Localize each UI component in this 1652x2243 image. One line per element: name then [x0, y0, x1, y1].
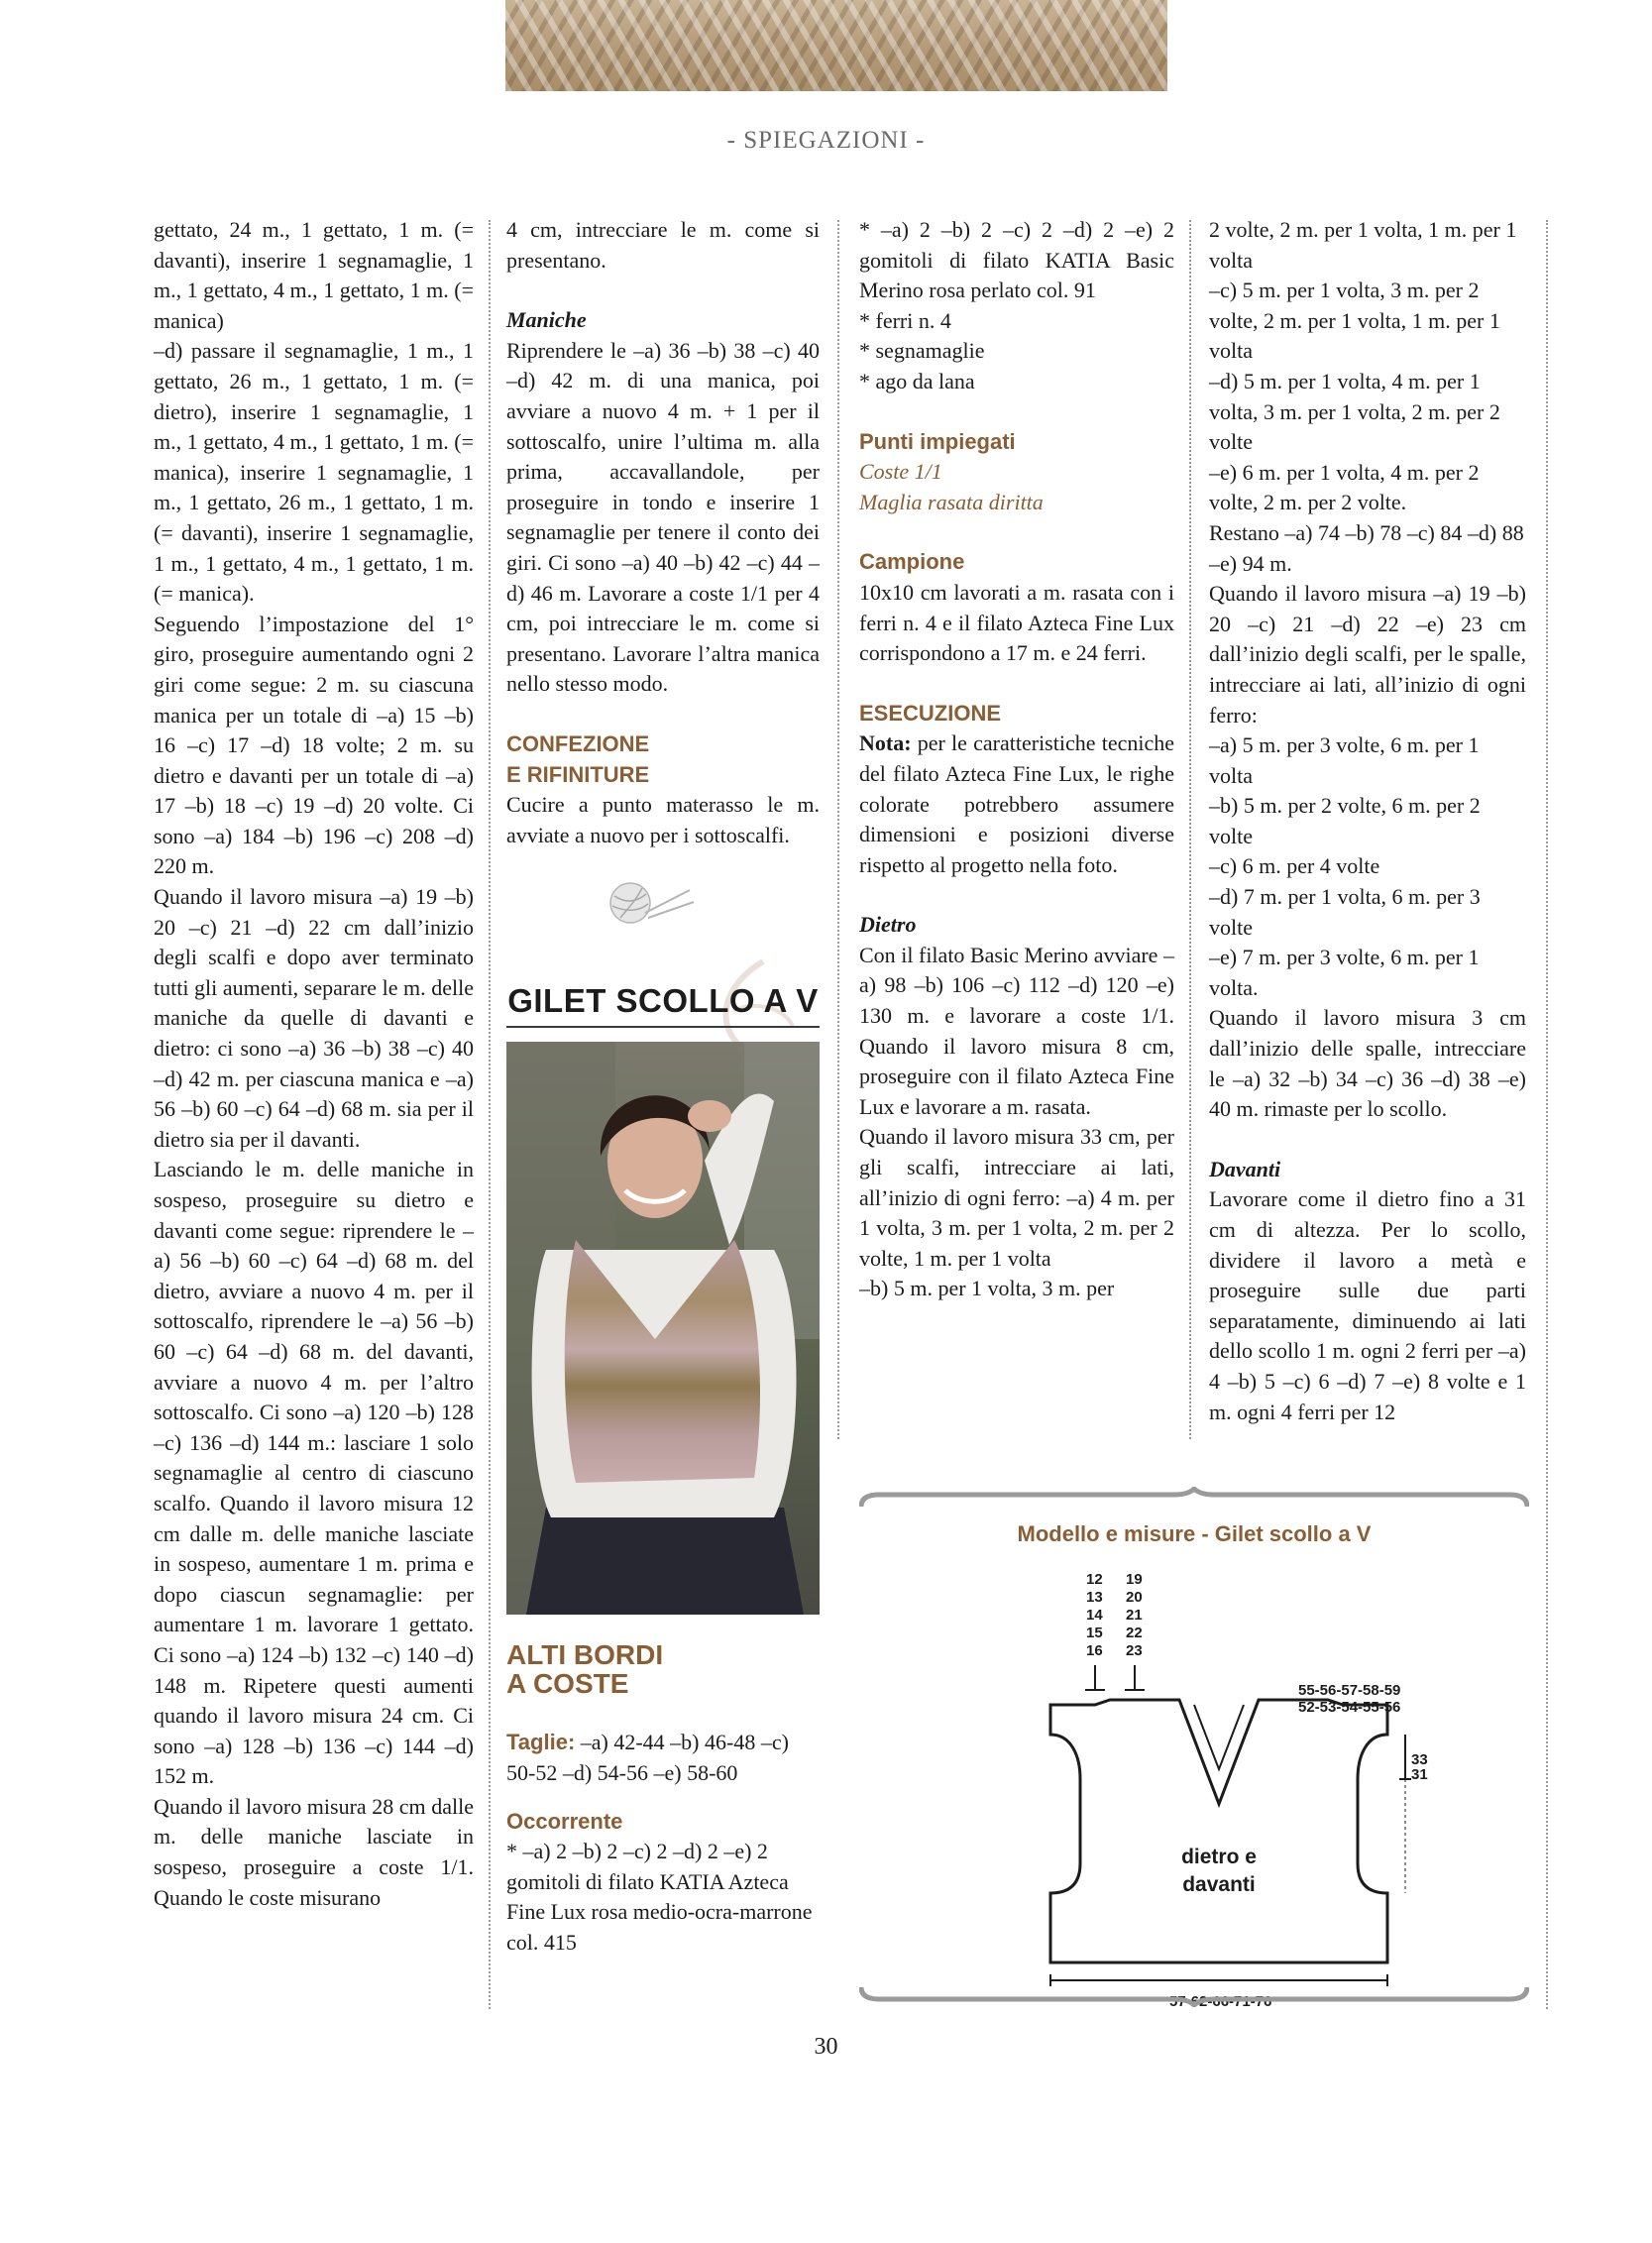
- dietro-heading: Dietro: [859, 912, 917, 938]
- paragraph: –e) 7 m. per 3 volte, 6 m. per 1 volta.: [1209, 945, 1480, 1000]
- paragraph: Lasciando le m. delle maniche in sospeso, proseguire su dietro e davanti come segue: riprendere le –a) 56 –b) 60 –c) 64 –d) 68 m. del dietro, avviare a nuovo 4 m. per il sottoscalfo, riprendere le –a) 56 –b) 60 –c) 64 –d) 68 m. del davanti, avviare a nuovo 4 m. per l’altro sottoscalfo. Ci sono –a) 120 –b) 128 –c) 136 –d) 144 m.: lasciare 1 solo segnamaglie al centro di ciascuno scalfo. Quando il lavoro misura 12 cm dalle m. delle maniche lasciate in sospeso, aumentare 1 m. prima e dopo ciascun segnamaglie: per aumentare 1 m. lavorare 1 gettato. Ci sono –a) 124 –b) 132 –c) 140 –d) 148 m. Ripetere questi aumenti quando il lavoro misura 24 cm. Ci sono –a) 128 –b) 136 –c) 144 –d) 152 m.: [154, 1157, 474, 1789]
- measure-bottom: 57-62-66-71-76: [1169, 1993, 1272, 2010]
- measure-left: 14: [1086, 1607, 1103, 1624]
- measure-side: 33: [1411, 1751, 1428, 1768]
- schema-top-brace: [859, 1487, 1529, 1509]
- occorrente-item: * segnamaglie: [859, 338, 985, 364]
- paragraph: 4 cm, intrecciare le m. come si presentano.: [506, 217, 820, 273]
- column-divider: [1546, 220, 1548, 2009]
- measure-left: 16: [1086, 1642, 1103, 1659]
- paragraph: –b) 5 m. per 1 volta, 3 m. per: [859, 1276, 1115, 1301]
- paragraph: –d) passare il segnamaglie, 1 m., 1 gettato, 26 m., 1 gettato, 1 m. (= dietro), inserire 1 segnamaglie, 1 m., 1 gettato, 4 m., 1 gettato, 1 m. (= manica), inserire 1 segnamaglie, 1 m., 1 gettato, 26 m., 1 gettato, 1 m. (= davanti), inserire 1 segnamaglie, 1 m., 1 gettato, 4 m., 1 gettato, 1 m. (= manica).: [154, 338, 474, 607]
- paragraph: Restano –a) 74 –b) 78 –c) 84 –d) 88 –e) 94 m.: [1209, 519, 1524, 576]
- measure-left: 15: [1086, 1625, 1103, 1641]
- punti-heading: Punti impiegati: [859, 428, 1016, 454]
- piece-label-2: davanti: [1182, 1873, 1256, 1896]
- paragraph: –c) 5 m. per 1 volta, 3 m. per 2 volte, 2 m. per 1 volta, 1 m. per 1 volta: [1209, 278, 1500, 364]
- measure-right: 22: [1126, 1625, 1143, 1641]
- measure-right: 21: [1126, 1607, 1143, 1624]
- paragraph: –d) 5 m. per 1 volta, 4 m. per 1 volta, 3 m. per 1 volta, 2 m. per 2 volte: [1209, 368, 1500, 455]
- paragraph: Lavorare come il dietro fino a 31 cm di altezza. Per lo scollo, dividere il lavoro a metà e proseguire sulle due parti separatamente, diminuendo ai lati dello scollo 1 m. ogni 2 ferri per –a) 4 –b) 5 –c) 6 –d) 7 –e) 8 volte e 1 m. ogni 4 ferri per 12: [1209, 1186, 1526, 1424]
- paragraph: –e) 6 m. per 1 volta, 4 m. per 2 volte, 2 m. per 2 volte.: [1209, 459, 1480, 515]
- punti-item: Coste 1/1: [859, 459, 942, 485]
- measure-left: 13: [1086, 1589, 1103, 1606]
- occorrente-item: * ago da lana: [859, 368, 975, 393]
- piece-label-1: dietro e: [1181, 1846, 1257, 1868]
- paragraph: gettato, 24 m., 1 gettato, 1 m. (= davanti), inserire 1 segnamaglie, 1 m., 1 gettato, 4 m., 1 gettato, 1 m. (= manica): [154, 217, 474, 333]
- paragraph: –c) 6 m. per 4 volte: [1209, 853, 1380, 879]
- occorrente-item: * –a) 2 –b) 2 –c) 2 –d) 2 –e) 2 gomitoli di filato KATIA Basic Merino rosa perlato col. 91: [859, 217, 1174, 303]
- occorrente-item: * –a) 2 –b) 2 –c) 2 –d) 2 –e) 2 gomitoli di filato KATIA Azteca Fine Lux rosa medio-ocra-marrone col. 415: [506, 1839, 813, 1956]
- measure-left: 12: [1086, 1571, 1103, 1588]
- column-divider: [489, 220, 491, 2009]
- paragraph: Quando il lavoro misura 3 cm dall’inizio delle spalle, intrecciare le –a) 32 –b) 34 –c) 36 –d) 38 –e) 40 m. rimaste per lo scollo.: [1209, 1005, 1526, 1122]
- nota-paragraph: [859, 729, 1174, 880]
- paragraph: 2 volte, 2 m. per 1 volta, 1 m. per 1 volta: [1209, 217, 1517, 273]
- occorrente-item: * ferri n. 4: [859, 307, 951, 333]
- paragraph: –a) 5 m. per 3 volte, 6 m. per 1 volta: [1209, 732, 1480, 788]
- paragraph: Con il filato Basic Merino avviare –a) 98 –b) 106 –c) 112 –d) 120 –e) 130 m. e lavorare a coste 1/1. Quando il lavoro misura 8 cm, proseguire con il filato Azteca Fine Lux e lavorare a m. rasata.: [859, 942, 1174, 1119]
- column-divider: [837, 220, 839, 1439]
- measure-right: 23: [1126, 1642, 1143, 1659]
- campione-heading: Campione: [859, 549, 965, 575]
- paragraph: –d) 7 m. per 1 volta, 6 m. per 3 volte: [1209, 884, 1481, 940]
- measure-right: 19: [1126, 1571, 1143, 1588]
- nota-label: Nota:: [859, 730, 912, 756]
- paragraph: Quando il lavoro misura –a) 19 –b) 20 –c) 21 –d) 22 –e) 23 cm dall’inizio degli scalfi, per le spalle, intrecciare ai lati, all’inizio di ogni ferro:: [1209, 581, 1526, 728]
- alti-bordi-line-1: ALTI BORDI: [506, 1639, 664, 1671]
- confezione-heading-line-1: CONFEZIONE: [506, 730, 650, 756]
- paragraph: 10x10 cm lavorati a m. rasata con i ferri n. 4 e il filato Azteca Fine Lux corrispondono a 17 m. e 24 ferri.: [859, 579, 1174, 666]
- alti-bordi-line-2: A COSTE: [506, 1668, 629, 1700]
- taglie-label: Taglie:: [506, 1730, 576, 1755]
- measure-shoulder: 55-56-57-58-59: [1298, 1682, 1401, 1699]
- occorrente-heading: Occorrente: [506, 1808, 623, 1834]
- paragraph: Cucire a punto materasso le m. avviate a nuovo per i sottoscalfi.: [506, 792, 820, 847]
- nota-text: per le caratteristiche tecniche del filato Azteca Fine Lux, le righe colorate potrebbero assumere dimensioni e posizioni diverse rispetto al progetto nella foto.: [859, 730, 1174, 877]
- paragraph: Quando il lavoro misura –a) 19 –b) 20 –c) 21 –d) 22 cm dall’inizio degli scalfi e dopo aver terminato tutti gli aumenti, separare le m. delle maniche da quelle di davanti e dietro: ci sono –a) 36 –b) 38 –c) 40 –d) 42 m. per ciascuna manica e –a) 56 –b) 60 –c) 64 –d) 68 m. sia per il dietro sia per il davanti.: [154, 884, 474, 1152]
- taglie-text: –a) 42-44 –b) 46-48 –c) 50-52 –d) 54-56 –e) 58-60: [506, 1730, 789, 1786]
- taglie-paragraph: [506, 1728, 820, 1788]
- punti-item: Maglia rasata diritta: [859, 489, 1044, 514]
- text-column-2: [506, 215, 820, 1959]
- paragraph: Riprendere le –a) 36 –b) 38 –c) 40 –d) 42 m. di una manica, poi avviare a nuovo 4 m. + 1 per il sottoscalfo, unire l’ultima m. alla prima, accavallandole, per proseguire in tondo e inserire 1 segnamaglie per tenere il conto dei giri. Ci sono –a) 40 –b) 42 –c) 44 –d) 46 m. Lavorare a coste 1/1 per 4 cm, poi intrecciare le m. come si presentano. Lavorare l’altra manica nello stesso modo.: [506, 337, 820, 697]
- measure-side: 31: [1411, 1766, 1428, 1783]
- garment-schema: [1011, 1566, 1447, 2012]
- text-column-4: [1209, 215, 1526, 1427]
- schema-title: Modello e misure - Gilet scollo a V: [1017, 1521, 1372, 1546]
- maniche-heading: Maniche: [506, 307, 587, 333]
- model-photo: [506, 1042, 820, 1615]
- yarn-texture-banner: [505, 0, 1167, 91]
- text-column-1: [154, 215, 474, 1913]
- section-title: - SPIEGAZIONI -: [726, 127, 926, 154]
- paragraph: –b) 5 m. per 2 volte, 6 m. per 2 volte: [1209, 793, 1481, 848]
- paragraph: Seguendo l’impostazione del 1° giro, proseguire aumentando ogni 2 giri come segue: 2 m. su ciascuna manica per un totale di –a) 15 –b) 16 –c) 17 –d) 18 volte; 2 m. su dietro e davanti per un totale di –a) 17 –b) 18 –c) 19 –d) 20 volte. Ci sono –a) 184 –b) 196 –c) 208 –d) 220 m.: [154, 611, 474, 879]
- yarn-ball-icon: [591, 878, 700, 928]
- page-number: 30: [814, 2034, 838, 2060]
- confezione-heading-line-2: E RIFINITURE: [506, 761, 650, 787]
- paragraph: Quando il lavoro misura 33 cm, per gli scalfi, intrecciare ai lati, all’inizio di ogni ferro: –a) 4 m. per 1 volta, 3 m. per 1 volta, 2 m. per 2 volte, 1 m. per 1 volta: [859, 1124, 1174, 1271]
- gilet-title: GILET SCOLLO A V: [506, 986, 820, 1029]
- alti-bordi-heading: [506, 1640, 820, 1698]
- paragraph: Quando il lavoro misura 28 cm dalle m. delle maniche lasciate in sospeso, proseguire a coste 1/1. Quando le coste misurano: [154, 1793, 474, 1910]
- schema-bottom-brace: [859, 1985, 1529, 2007]
- text-column-3: [859, 215, 1174, 1304]
- column-divider: [1189, 220, 1191, 1439]
- esecuzione-heading: ESECUZIONE: [859, 700, 1002, 726]
- davanti-heading: Davanti: [1209, 1156, 1281, 1181]
- measure-right: 20: [1126, 1589, 1143, 1606]
- measure-shoulder: 52-53-54-55-56: [1298, 1699, 1401, 1716]
